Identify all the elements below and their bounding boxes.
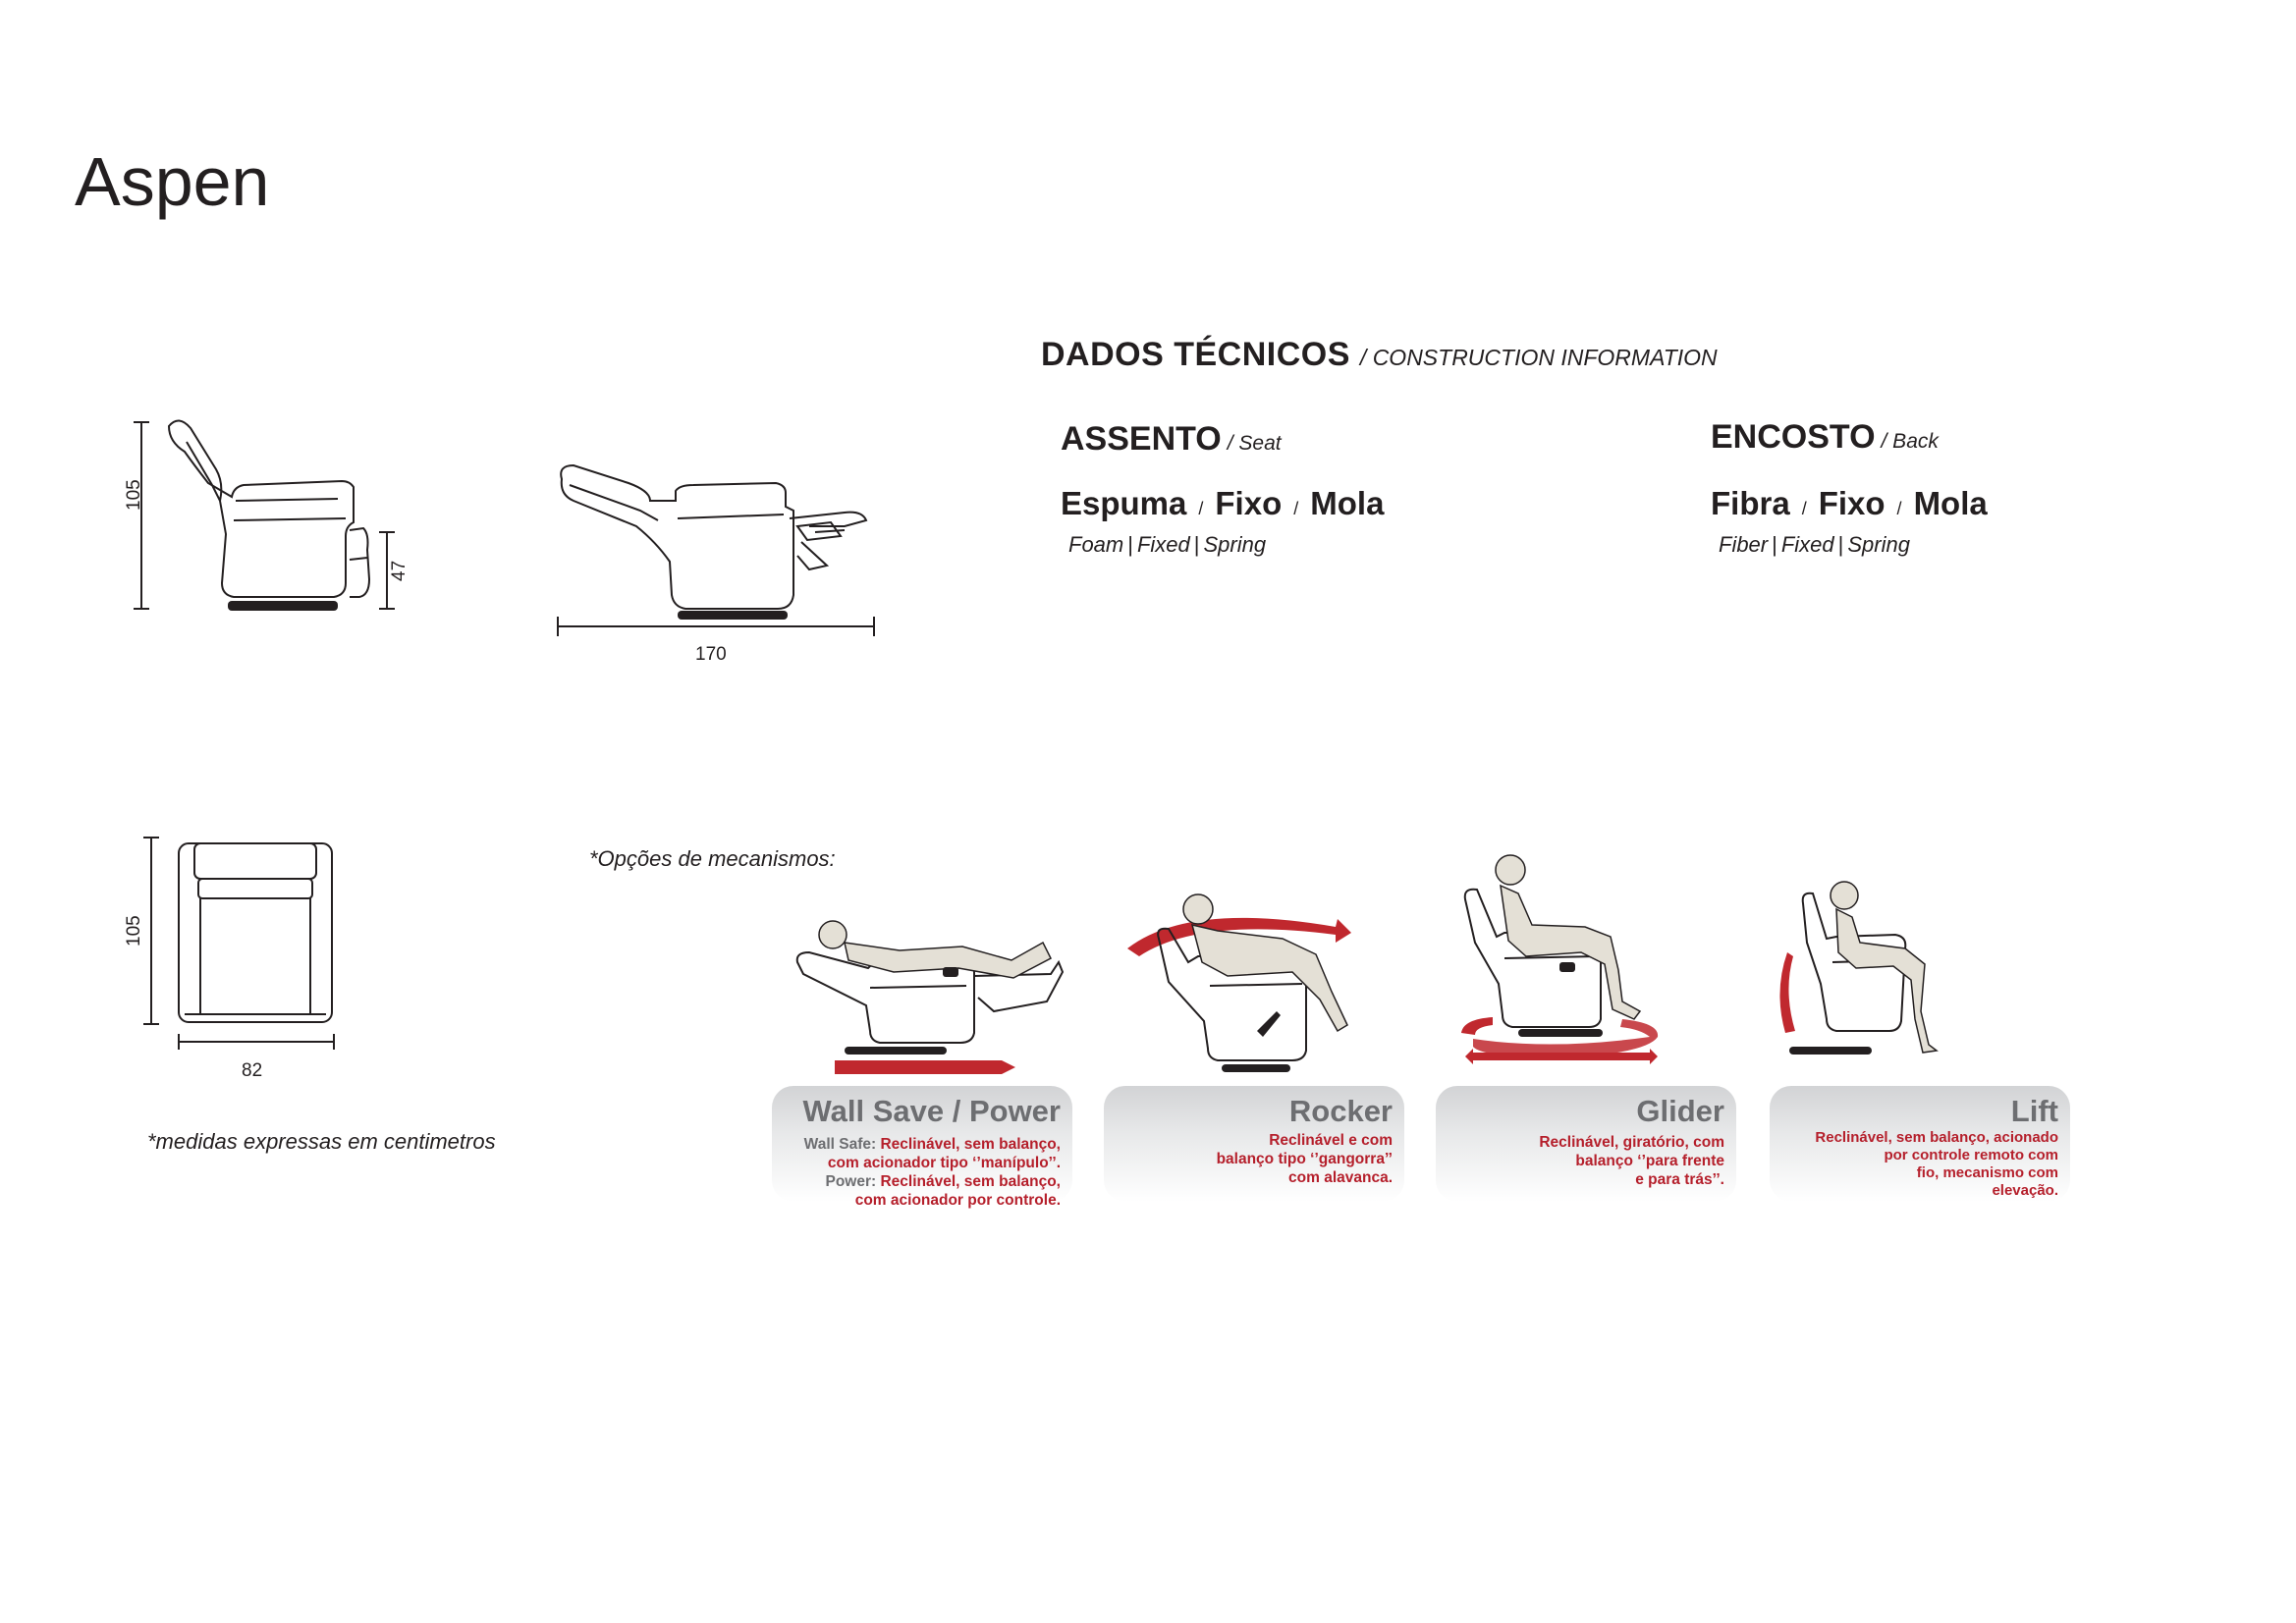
- seat-material-en: Spring: [1203, 532, 1267, 557]
- back-heading: [1711, 418, 1939, 457]
- technical-heading: [1041, 336, 1718, 374]
- mechanism-description: [804, 1135, 1061, 1172]
- mechanism-name: Lift: [2010, 1094, 2058, 1128]
- side-height-label: 105: [124, 479, 144, 511]
- back-materials-en: Fiber | Fixed | Spring: [1719, 532, 1910, 557]
- seat-material: Espuma: [1061, 485, 1187, 521]
- mechanism-description: Reclinável, sem balanço, acionado por controle remoto com fio, mecanismo com elevação.: [1815, 1129, 2058, 1199]
- seat-heading-en: / Seat: [1227, 432, 1282, 455]
- measures-note: *medidas expressas em centimetros: [147, 1129, 496, 1154]
- back-materials: Fibra / Fixo / Mola: [1711, 485, 1988, 521]
- mechanism-option-label: Power:: [825, 1173, 877, 1190]
- back-material-en: Fiber: [1719, 532, 1769, 557]
- product-title: Aspen: [75, 143, 270, 220]
- glider-illustration: [1453, 854, 1719, 1070]
- back-material: Mola: [1913, 485, 1988, 521]
- mechanism-option-label: Wall Safe:: [803, 1136, 877, 1153]
- mechanism-card-wall-save-power: [772, 1086, 1072, 1209]
- mechanism-description-2: [825, 1172, 1061, 1210]
- top-depth-label: 105: [124, 915, 144, 947]
- technical-heading-pt: DADOS TÉCNICOS: [1041, 336, 1350, 373]
- seat-height-label: 47: [389, 560, 410, 581]
- back-heading-pt: ENCOSTO: [1711, 418, 1876, 456]
- seat-heading: [1061, 420, 1282, 459]
- lift-illustration: [1768, 874, 1954, 1080]
- seat-materials: Espuma / Fixo / Mola: [1061, 485, 1385, 521]
- top-view-drawing: [128, 830, 354, 1055]
- mechanism-card-glider: [1436, 1086, 1736, 1202]
- mechanism-card-lift: [1770, 1086, 2070, 1202]
- mechanism-option-text: Reclinável, sem balanço, com acionador tipo ‘’manípulo’’.: [827, 1136, 1061, 1171]
- seat-material: Fixo: [1215, 485, 1283, 521]
- rocker-illustration: [1120, 884, 1385, 1080]
- technical-heading-en: / CONSTRUCTION INFORMATION: [1359, 345, 1718, 370]
- seat-material-en: Foam: [1068, 532, 1124, 557]
- back-material-en: Spring: [1847, 532, 1910, 557]
- mechanism-name: Glider: [1636, 1094, 1724, 1128]
- mechanisms-note: *Opções de mecanismos:: [589, 846, 836, 871]
- mechanism-description: Reclinável e com balanço tipo ‘’gangorra’’ com alavanca.: [1216, 1132, 1393, 1186]
- mechanism-card-rocker: [1104, 1086, 1404, 1202]
- mechanism-description: Reclinável, giratório, com balanço ‘’para frente e para trás’’.: [1539, 1134, 1724, 1188]
- seat-materials-en: Foam | Fixed | Spring: [1068, 532, 1267, 557]
- back-material: Fibra: [1711, 485, 1790, 521]
- wall-save-illustration: [786, 903, 1070, 1080]
- back-material-en: Fixed: [1780, 532, 1834, 557]
- mechanism-name: Rocker: [1288, 1094, 1393, 1128]
- side-view-drawing: [118, 412, 422, 619]
- seat-heading-pt: ASSENTO: [1061, 420, 1222, 458]
- top-width-label: 82: [242, 1060, 263, 1081]
- back-material: Fixo: [1818, 485, 1886, 521]
- mechanism-option-text: Reclinável, sem balanço, com acionador por controle.: [854, 1173, 1061, 1209]
- back-heading-en: / Back: [1881, 430, 1939, 453]
- reclined-view-drawing: [550, 461, 884, 648]
- mechanism-name: Wall Save / Power: [802, 1094, 1061, 1128]
- seat-material: Mola: [1310, 485, 1385, 521]
- reclined-length-label: 170: [695, 644, 727, 665]
- seat-material-en: Fixed: [1136, 532, 1190, 557]
